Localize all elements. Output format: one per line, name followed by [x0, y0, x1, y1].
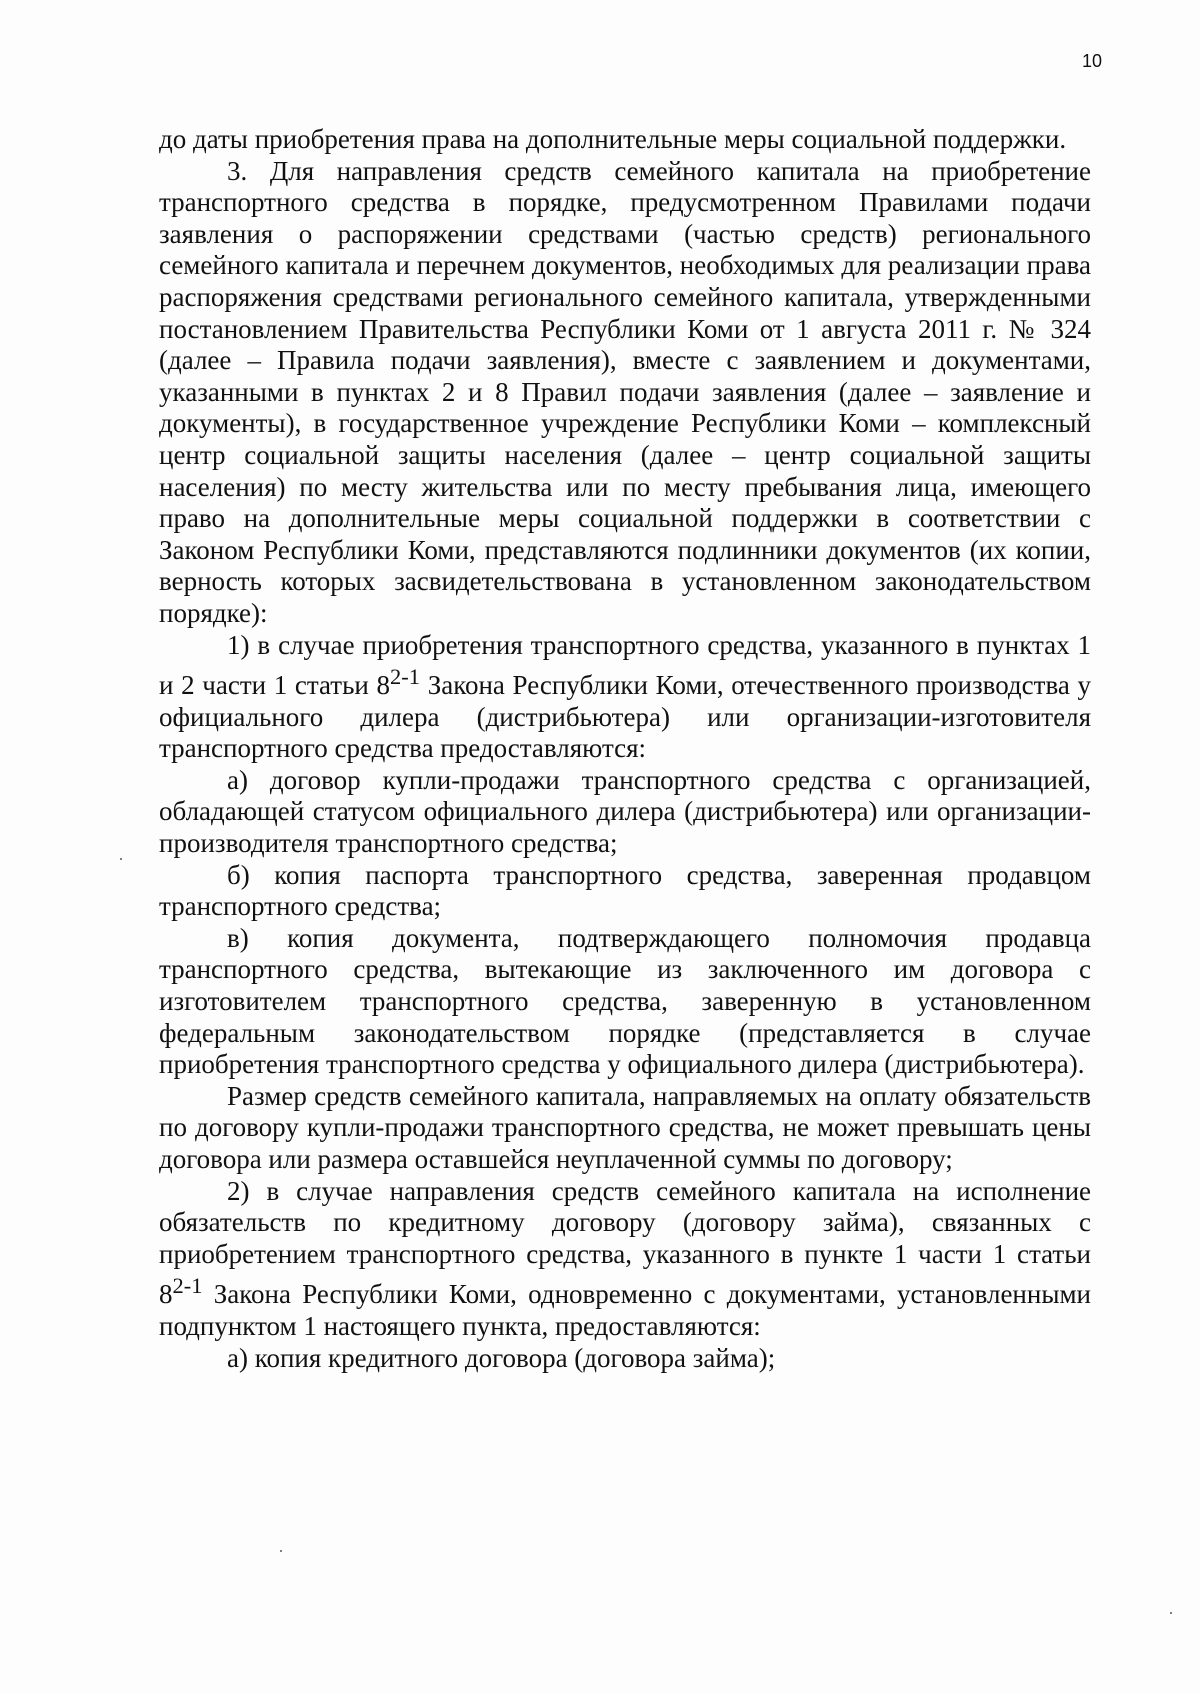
paragraph-subitem-2-text-end: Закона Республики Коми, одновременно с документами, установленными подпунктом 1 настоящего пункта, предоставляются: [159, 1279, 1091, 1341]
scan-speck [120, 858, 122, 860]
paragraph-subitem-2-text-start: 2) в случае направления средств семейного капитала на исполнение обязательств по кредитному договору (договору займа), связанных с приобретением транспортного средства, указанного в пункте 1 части 1 статьи 8 [159, 1175, 1091, 1310]
page-number: 10 [1081, 51, 1102, 71]
scan-speck [1170, 1612, 1172, 1614]
paragraph-continuation: до даты приобретения права на дополнительные меры социальной поддержки. [159, 124, 1067, 154]
paragraph-subitem-1a: а) договор купли-продажи транспортного средства с организацией, обладающей статусом официального дилера (дистрибьютера) или организации-производителя транспортного средства; [159, 764, 1091, 859]
article-superscript: 2-1 [390, 664, 421, 690]
paragraph-item-3: 3. Для направления средств семейного капитала на приобретение транспортного средства в порядке, предусмотренном Правилами подачи заявления о распоряжении средствами (частью средств) регионального семейного капитала и перечнем документов, необходимых для реализации права распоряжения средствами регионального семейного капитала, утвержденными постановлением Правительства Республики Коми от 1 августа 2011 г. № 324 (далее – Правила подачи заявления), вместе с заявлением и документами, указанными в пунктах 2 и 8 Правил подачи заявления (далее – заявление и документы), в государственное учреждение Республики Коми – комплексный центр социальной защиты населения (далее – центр социальной защиты населения) по месту жительства или по месту пребывания лица, имеющего право на дополнительные меры социальной поддержки в соответствии с Законом Республики Коми, представляются подлинники документов (их копии, верность которых засвидетельствована в установленном законодательством порядке): [159, 155, 1091, 628]
paragraph-subitem-1v: в) копия документа, подтверждающего полномочия продавца транспортного средства, вытекающие из заключенного им договора с изготовителем транспортного средства, заверенную в установленном федеральным законодательством порядке (представляется в случае приобретения транспортного средства у официального дилера (дистрибьютера). [159, 922, 1091, 1080]
paragraph-subitem-1-text-start: 1) в случае приобретения транспортного средства, указанного в пунктах 1 и 2 части 1 статьи 8 [159, 629, 1091, 701]
article-superscript: 2-1 [172, 1273, 203, 1299]
document-body [159, 124, 1091, 1374]
paragraph-subitem-1 [159, 630, 1091, 765]
paragraph-subitem-1-text-end: Закона Республики Коми, отечественного производства у официального дилера (дистрибьютера) или организации-изготовителя транспортного средства предоставляются: [159, 670, 1091, 764]
paragraph-amount-limit: Размер средств семейного капитала, направляемых на оплату обязательств по договору купли-продажи транспортного средства, не может превышать цены договора или размера оставшейся неуплаченной суммы по договору; [159, 1080, 1091, 1174]
paragraph-subitem-2a: а) копия кредитного договора (договора займа); [227, 1342, 776, 1373]
scan-speck [280, 1550, 282, 1552]
paragraph-subitem-1b: б) копия паспорта транспортного средства, заверенная продавцом транспортного средства; [159, 859, 1091, 922]
paragraph-subitem-2 [159, 1176, 1091, 1343]
